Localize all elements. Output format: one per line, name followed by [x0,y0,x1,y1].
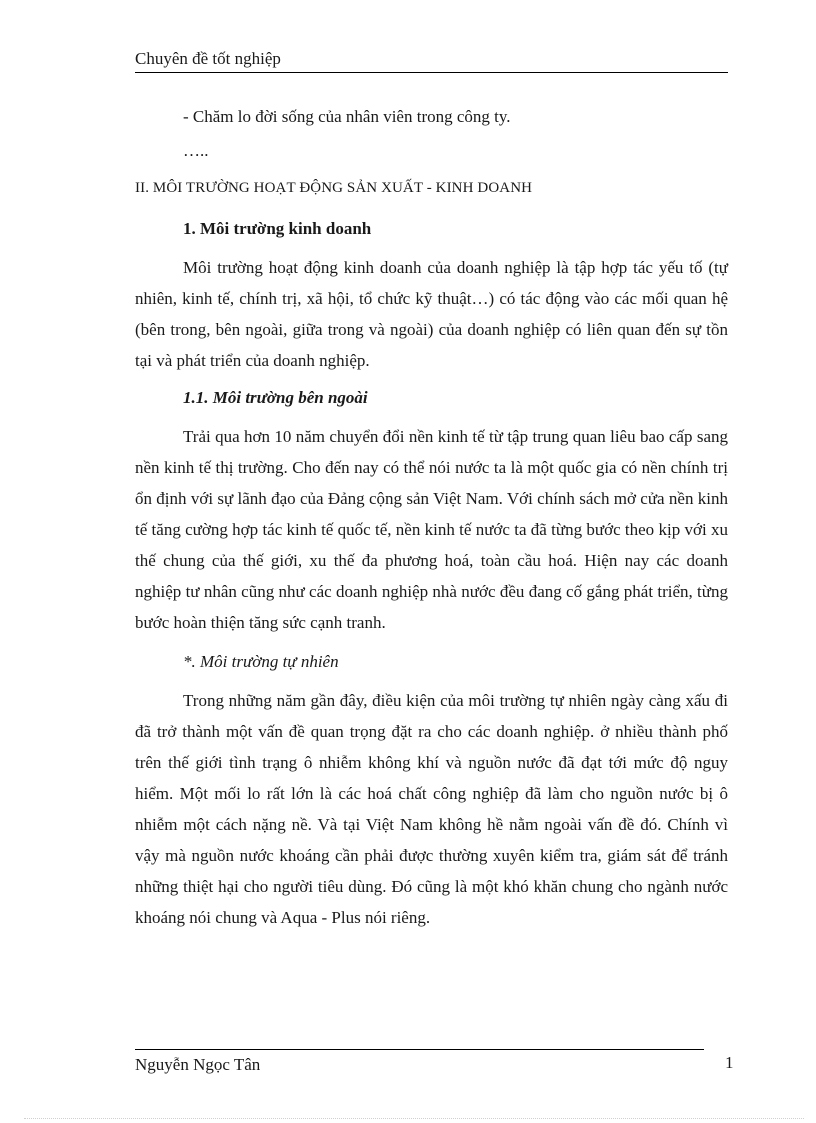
page-number: 1 [725,1053,734,1072]
paragraph-business-environment: Môi trường hoạt động kinh doanh của doanh nghiệp là tập hợp tác yếu tố (tự nhiên, kinh tế, chính trị, xã hội, tổ chức kỹ thuật…) có tác động vào các mối quan hệ (bên trong, bên ngoài, giữa trong và ngoài) của doanh nghiệp có liên quan đến sự tồn tại và phát triển của doanh nghiệp. [135,258,728,370]
footer-author: Nguyễn Ngọc Tân [135,1055,261,1074]
subsection-heading-natural-environment: *. Môi trường tự nhiên [183,652,339,671]
paragraph-natural-environment: Trong những năm gần đây, điều kiện của môi trường tự nhiên ngày càng xấu đi đã trở thành một vấn đề quan trọng đặt ra cho các doanh nghiệp. ở nhiều thành phố trên thế giới tình trạng ô nhiễm không khí và nguồn nước đã đạt tới mức độ nguy hiểm. Một mối lo rất lớn là các hoá chất công nghiệp đã làm cho nguồn nước bị ô nhiễm một cách nặng nề. Và tại Việt Nam không hề nằm ngoài vấn đề đó. Chính vì vậy mà nguồn nước khoáng cần phải được thường xuyên kiểm tra, giám sát để tránh những thiệt hại cho người tiêu dùng. Đó cũng là một khó khăn chung cho ngành nước khoáng nói chung và Aqua - Plus nói riêng. [135,691,728,927]
page-header [135,48,728,73]
bullet-line: - Chăm lo đời sống của nhân viên trong công ty. [183,107,511,126]
footer-divider [135,1049,704,1050]
header-title: Chuyên đề tốt nghiệp [135,49,281,68]
subsection-heading-external-environment: 1.1. Môi trường bên ngoài [183,388,368,407]
document-body [135,101,728,933]
subsection-heading-business-environment: 1. Môi trường kinh doanh [183,219,372,238]
ellipsis-line: ….. [183,141,209,160]
paragraph-external-environment: Trải qua hơn 10 năm chuyển đổi nền kinh tế từ tập trung quan liêu bao cấp sang nền kinh tế thị trường. Cho đến nay có thể nói nước ta là một quốc gia có nền chính trị ổn định với sự lãnh đạo của Đảng cộng sản Việt Nam. Với chính sách mở cửa nền kinh tế tăng cường hợp tác kinh tế quốc tế, nền kinh tế nước ta đã từng bước theo kịp với xu thế chung của thế giới, xu thế đa phương hoá, toàn cầu hoá. Hiện nay các doanh nghiệp tư nhân cũng như các doanh nghiệp nhà nước đều đang cố gắng phát triển, từng bước hoàn thiện tăng sức cạnh tranh. [135,427,728,632]
section-heading: II. MÔI TRƯỜNG HOẠT ĐỘNG SẢN XUẤT - KINH DOANH [135,180,533,196]
page-bottom-edge [24,1118,804,1119]
